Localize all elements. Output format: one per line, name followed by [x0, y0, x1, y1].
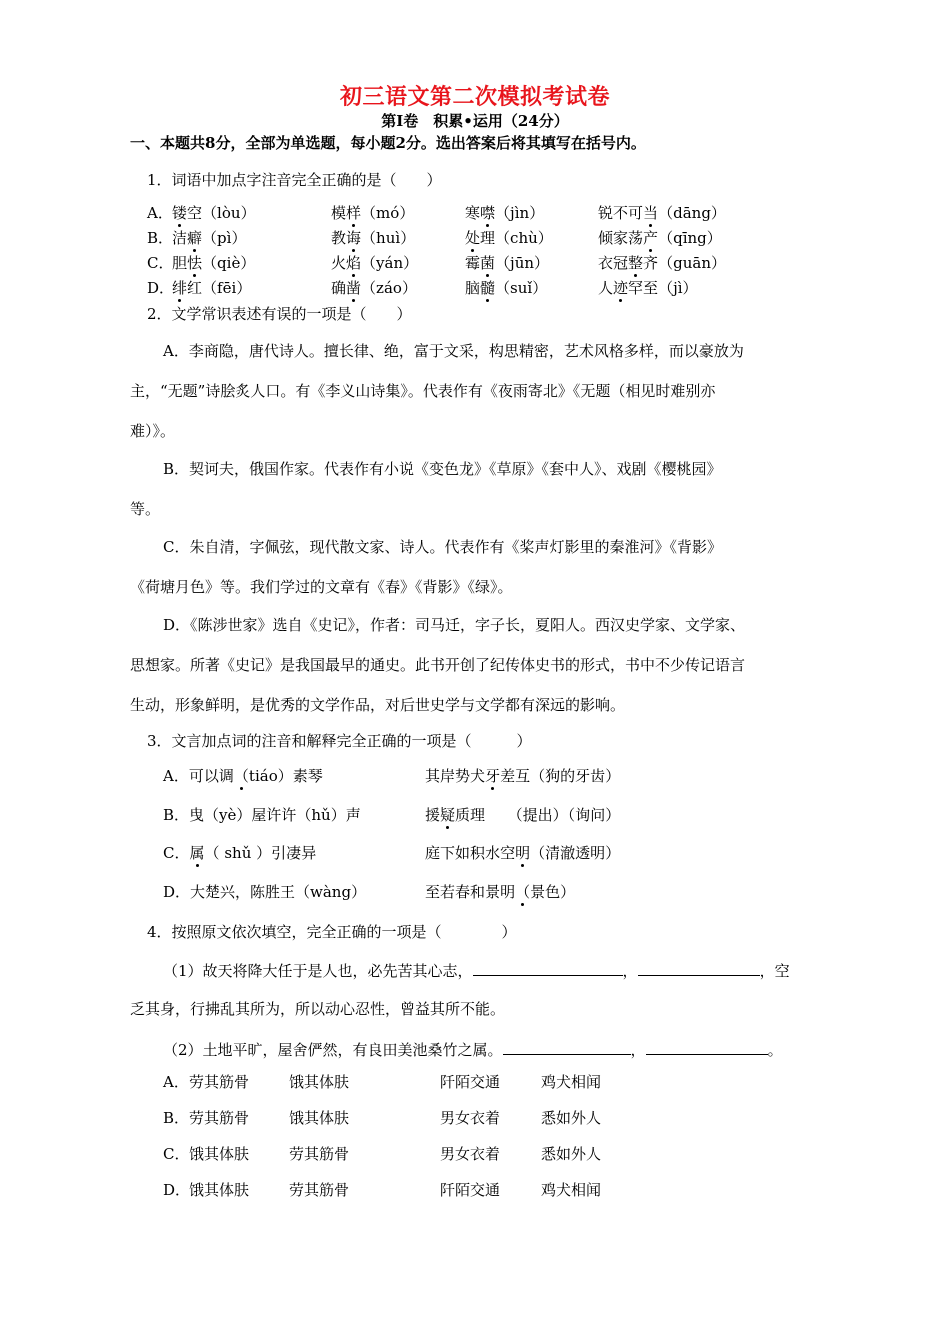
passage-text: ， [630, 1041, 646, 1059]
option-letter: D． [147, 279, 175, 297]
option-right: 庭下如积水空明（清澈透明） [425, 844, 621, 862]
option-phrase: 饿其体肤 [289, 1073, 350, 1091]
option-word: 镂空（lòu） [172, 204, 256, 222]
option-left: D．大楚兴，陈胜王（wàng） [163, 883, 367, 901]
option-letter: C． [147, 254, 174, 272]
option-word: 处理（chù） [465, 229, 553, 247]
question-4-passage-1 [163, 959, 790, 981]
option-phrase: 饿其体肤 [189, 1145, 250, 1163]
option-phrase: 悉如外人 [541, 1109, 602, 1127]
option-phrase: 饿其体肤 [289, 1109, 350, 1127]
option-word: 倾家荡产（qīng） [598, 229, 722, 247]
option-phrase: 劳其筋骨 [289, 1145, 350, 1163]
option-phrase: 男女衣着 [440, 1109, 501, 1127]
option-text-line: 《荷塘月色》等。我们学过的文章有《春》《背影》《绿》。 [130, 578, 513, 596]
option-word: 人迹罕至（jì） [598, 279, 698, 297]
option-word: 模样（mó） [331, 204, 415, 222]
passage-text: （1）故天将降大任于是人也，必先苦其心志， [163, 962, 473, 980]
option-text-line: B．契诃夫，俄国作家。代表作有小说《变色龙》《草原》《套中人》、戏剧《樱桃园》 [163, 460, 722, 478]
option-text-line: 生动，形象鲜明，是优秀的文学作品，对后世史学与文学都有深远的影响。 [130, 696, 626, 714]
fill-blank [503, 1038, 631, 1055]
option-word: 寒噤（jìn） [465, 204, 545, 222]
option-phrase: 阡陌交通 [440, 1181, 501, 1199]
page-title: 初三语文第二次模拟考试卷 [339, 84, 610, 110]
question-4-passage-1-cont: 乏其身，行拂乱其所为，所以动心忍性，曾益其所不能。 [130, 1000, 506, 1018]
option-letter: B． [163, 1109, 190, 1127]
option-letter: A． [147, 204, 173, 222]
option-phrase: 阡陌交通 [440, 1073, 501, 1091]
option-text-line: C．朱自清，字佩弦，现代散文家、诗人。代表作有《桨声灯影里的秦淮河》《背影》 [163, 538, 722, 556]
option-word: 绯红（fēi） [172, 279, 252, 297]
option-text-line: 思想家。所著《史记》是我国最早的通史。此书开创了纪传体史书的形式，书中不少传记语言 [130, 656, 746, 674]
fill-blank [638, 959, 760, 976]
question-4-stem: 4．按照原文依次填空，完全正确的一项是（ ） [147, 923, 517, 941]
option-word: 确凿（záo） [331, 279, 417, 297]
option-right: 至若春和景明（景色） [425, 883, 576, 901]
option-phrase: 悉如外人 [541, 1145, 602, 1163]
fill-blank [473, 959, 623, 976]
option-word: 霉菌（jūn） [465, 254, 550, 272]
option-word: 胆怯（qiè） [172, 254, 256, 272]
option-right: 其岸势犬牙差互（狗的牙齿） [425, 767, 621, 785]
fill-blank [646, 1038, 768, 1055]
option-word: 火焰（yán） [331, 254, 419, 272]
option-word: 脑髓（suǐ） [465, 279, 548, 297]
question-4-passage-2 [163, 1038, 783, 1060]
option-phrase: 劳其筋骨 [289, 1181, 350, 1199]
option-text-line: 主，“无题”诗脍炙人口。有《李义山诗集》。代表作有《夜雨寄北》《无题（相见时难别亦 [130, 382, 716, 400]
option-phrase: 劳其筋骨 [189, 1109, 250, 1127]
option-phrase: 鸡犬相闻 [541, 1073, 602, 1091]
question-3-stem: 3．文言加点词的注音和解释完全正确的一项是（ ） [147, 732, 532, 750]
option-word: 洁癖（pì） [172, 229, 247, 247]
option-word: 教诲（huì） [331, 229, 416, 247]
option-letter: A． [163, 1073, 189, 1091]
option-word: 锐不可当（dāng） [598, 204, 726, 222]
option-left: B．曳（yè）屋许许（hǔ）声 [163, 806, 361, 824]
option-phrase: 鸡犬相闻 [541, 1181, 602, 1199]
passage-text: ，空 [759, 962, 790, 980]
question-1-stem: 1．词语中加点字注音完全正确的是（ ） [147, 171, 442, 189]
question-2-stem: 2．文学常识表述有误的一项是（ ） [147, 305, 412, 323]
option-word: 衣冠整齐（guān） [598, 254, 726, 272]
section-subtitle: 第I卷 积累•运用（24分） [381, 112, 569, 130]
option-left: C．属（ shǔ ）引凄异 [163, 844, 317, 862]
option-phrase: 劳其筋骨 [189, 1073, 250, 1091]
passage-text: （2）土地平旷，屋舍俨然，有良田美池桑竹之属。 [163, 1041, 503, 1059]
option-text-line: 难）》。 [130, 422, 176, 440]
section-instruction: 一、本题共8分，全部为单选题，每小题2分。选出答案后将其填写在括号内。 [130, 134, 646, 152]
option-text-line: A．李商隐，唐代诗人。擅长律、绝，富于文采，构思精密，艺术风格多样，而以豪放为 [163, 342, 744, 360]
option-phrase: 饿其体肤 [189, 1181, 250, 1199]
passage-text: ， [622, 962, 638, 980]
option-letter: D． [163, 1181, 191, 1199]
option-right: 援疑质理 （提出）（询问） [425, 806, 621, 824]
option-phrase: 男女衣着 [440, 1145, 501, 1163]
passage-text: 。 [767, 1041, 783, 1059]
option-letter: C． [163, 1145, 190, 1163]
option-text-line: D．《陈涉世家》选自《史记》，作者：司马迁，字子长，夏阳人。西汉史学家、文学家、 [163, 616, 746, 634]
option-left: A．可以调（tiáo）素琴 [163, 767, 323, 785]
option-text-line: 等。 [130, 500, 161, 518]
option-letter: B． [147, 229, 174, 247]
